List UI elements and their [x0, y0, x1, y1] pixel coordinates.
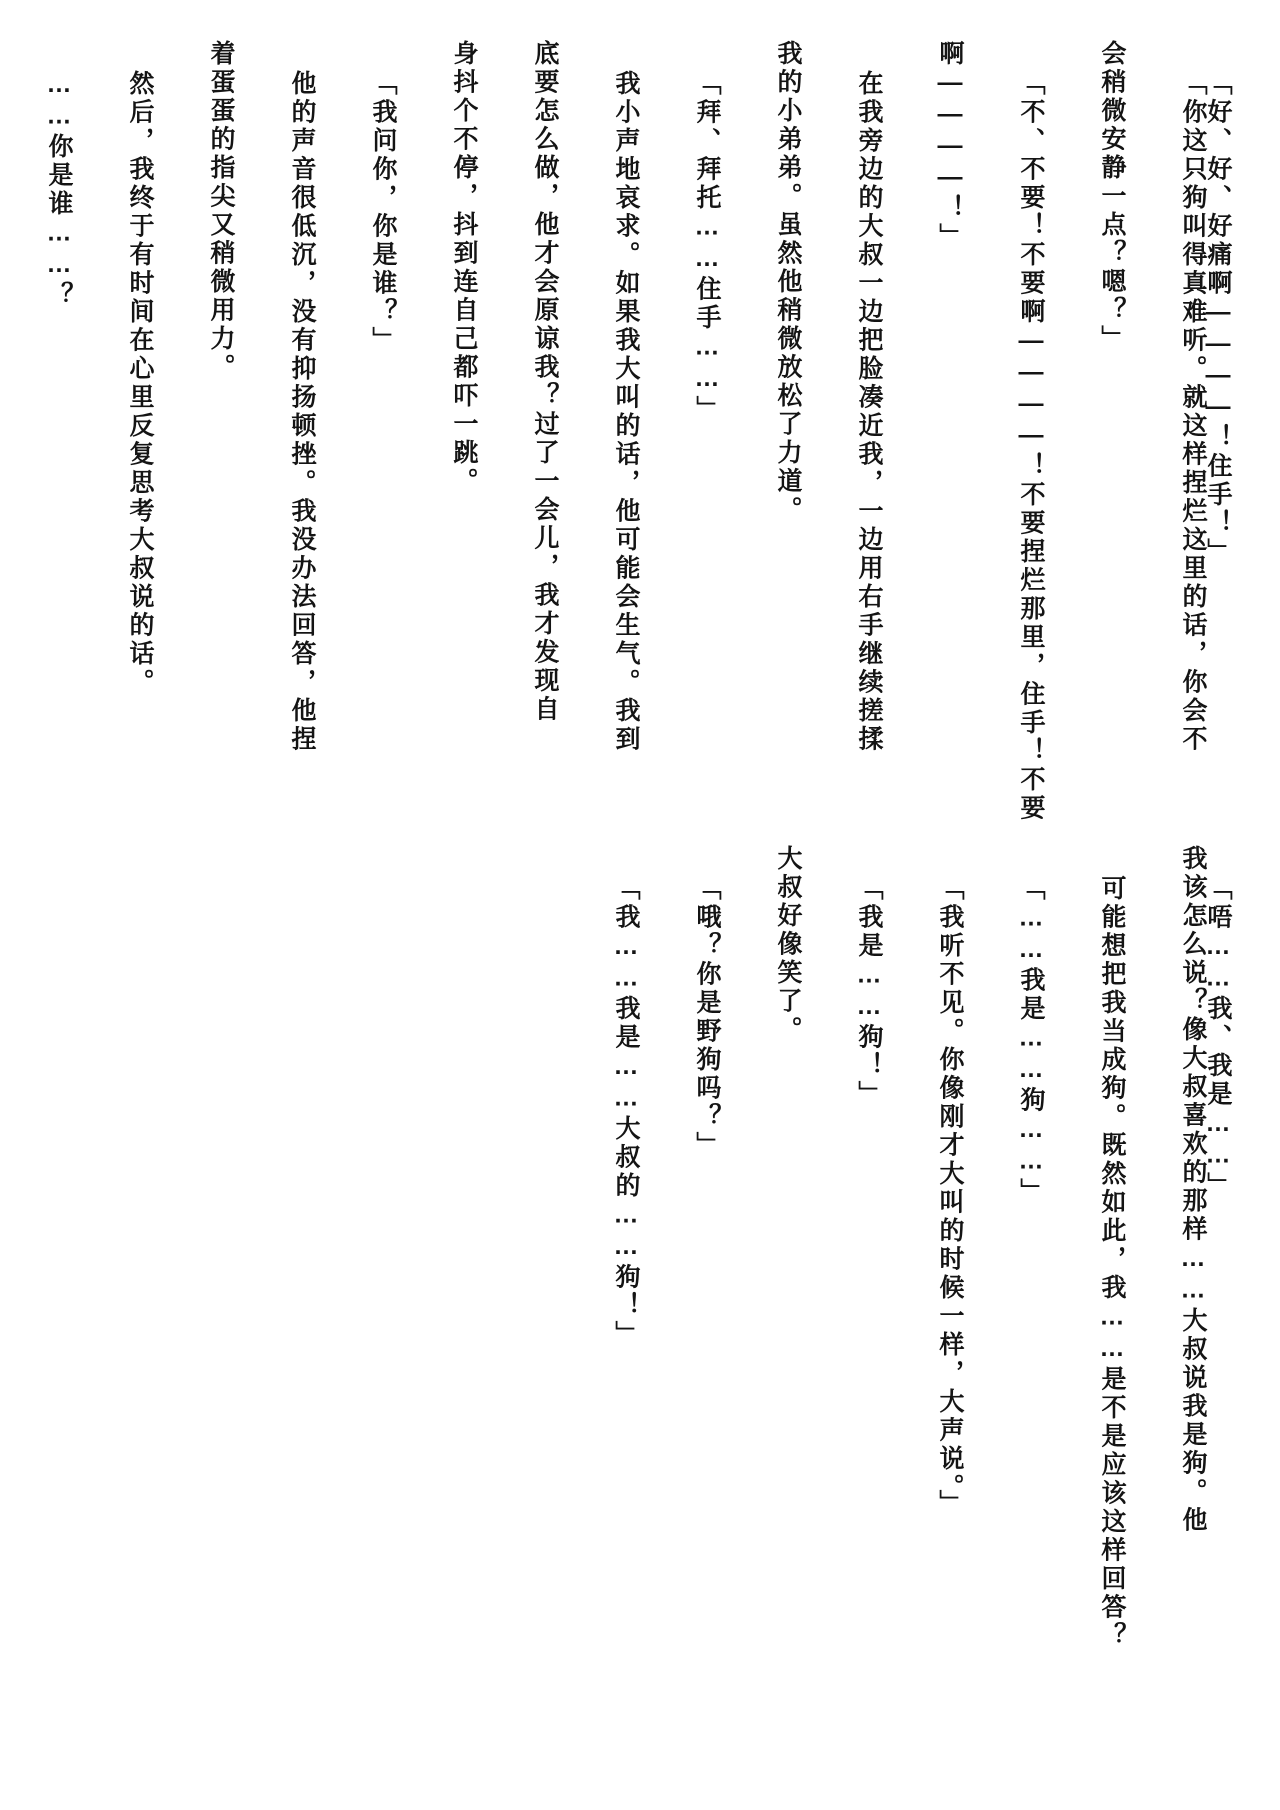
upper-text-block: [45, 40, 1232, 823]
lower-text-column-9: 「我……我是……大叔的……狗！」: [612, 875, 640, 1349]
lower-text-column-7: 大叔好像笑了。: [774, 845, 802, 1045]
upper-text-column-3: 会稍微安静一点？嗯？」: [1098, 40, 1126, 354]
upper-text-column-16: ……你是谁……？: [45, 70, 73, 310]
upper-text-column-14: 着蛋蛋的指尖又稍微用力。: [207, 40, 235, 382]
lower-text-column-2: 我该怎么说？像大叔喜欢的那样……大叔说我是狗。他: [1179, 845, 1207, 1535]
upper-text-column-9: 我小声地哀求。如果我大叫的话，他可能会生气。我到: [612, 70, 640, 754]
upper-text-column-10: 底要怎么做，他才会原谅我？过了一会儿，我才发现自: [531, 40, 559, 724]
lower-text-column-3: 可能想把我当成狗。既然如此，我……是不是应该这样回答？: [1098, 875, 1126, 1651]
upper-text-column-7: 我的小弟弟。虽然他稍微放松了力道。: [774, 40, 802, 525]
lower-text-block: [470, 845, 1230, 1651]
lower-text-column-6: 「我是……狗！」: [855, 875, 883, 1109]
upper-text-column-1: 「好、好、好痛啊————！住手！」: [1204, 70, 1232, 567]
upper-text-column-11: 身抖个不停，抖到连自己都吓一跳。: [450, 40, 478, 496]
lower-text-column-4: 「……我是……狗……」: [1017, 875, 1045, 1207]
upper-text-column-5: 啊————！」: [936, 40, 964, 252]
lower-text-column-8: 「哦？你是野狗吗？」: [693, 875, 721, 1160]
upper-text-column-13: 他的声音很低沉，没有抑扬顿挫。我没办法回答，他捏: [288, 70, 316, 754]
upper-text-column-2: 「你这只狗叫得真难听。就这样捏烂这里的话，你会不: [1179, 70, 1207, 754]
upper-text-column-6: 在我旁边的大叔一边把脸凑近我，一边用右手继续搓揉: [855, 70, 883, 754]
upper-text-column-15: 然后，我终于有时间在心里反复思考大叔说的话。: [126, 70, 154, 697]
lower-text-column-1: 「唔……我、我是……」: [1204, 875, 1232, 1201]
lower-text-column-5: 「我听不见。你像刚才大叫的时候一样，大声说。」: [936, 875, 964, 1518]
upper-text-column-4: 「不、不要！不要啊————！不要捏烂那里，住手！不要: [1017, 70, 1045, 823]
upper-text-column-8: 「拜、拜托……住手……」: [693, 70, 721, 424]
upper-text-column-12: 「我问你，你是谁？」: [369, 70, 397, 355]
